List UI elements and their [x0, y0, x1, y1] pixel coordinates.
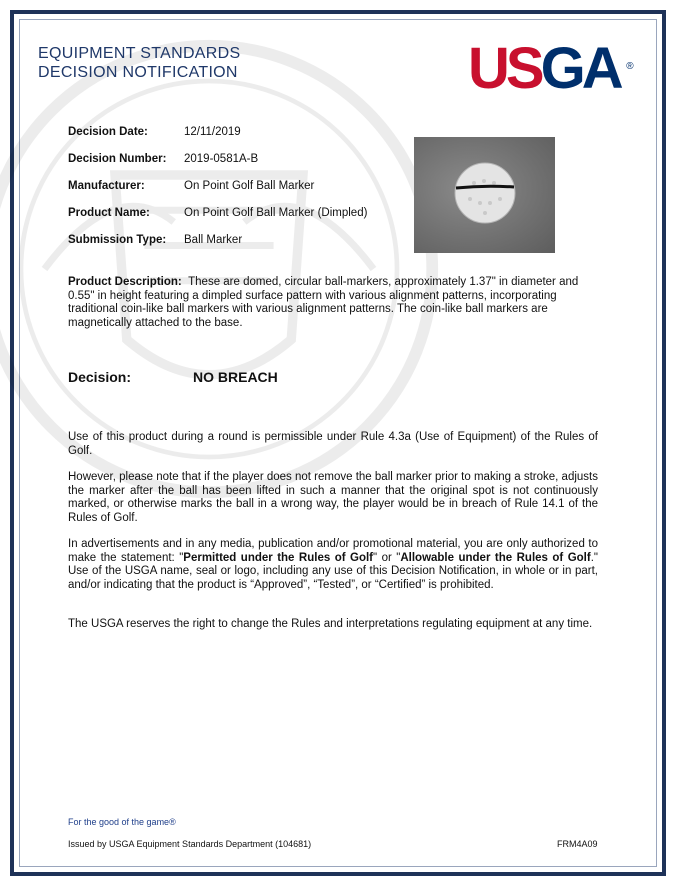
product-description — [68, 276, 598, 330]
detail-value: 2019-0581A-B — [184, 153, 259, 165]
product-description-text: These are domed, circular ball-markers, approximately 1.37" in diameter and 0.55" in height featuring a dimpled surface pattern with various alignment patterns, incorporating traditional coin-like ball markers with various alignment patterns. The coin-like ball markers are magnetically attached to the base. — [68, 276, 579, 329]
paragraph-reservation: The USGA reserves the right to change the Rules and interpretations regulating equipment at any time. — [68, 618, 593, 630]
detail-label: Decision Date: — [68, 126, 148, 138]
decision-line — [68, 369, 278, 385]
document-title — [38, 44, 240, 82]
title-line-2: DECISION NOTIFICATION — [38, 64, 238, 81]
title-line-1: EQUIPMENT STANDARDS — [38, 45, 241, 62]
document-frame — [10, 10, 666, 876]
product-description-label: Product Description: — [68, 276, 182, 288]
permitted-statement: Permitted under the Rules of Golf — [183, 551, 374, 564]
logo-blue-text: GA — [540, 36, 620, 101]
detail-value: On Point Golf Ball Marker (Dimpled) — [184, 207, 368, 219]
detail-label: Decision Number: — [68, 153, 167, 165]
tagline: For the good of the game® — [68, 817, 176, 827]
issued-by: Issued by USGA Equipment Standards Department (104681) — [68, 839, 312, 849]
paragraph-permissible: Use of this product during a round is permissible under Rule 4.3a (Use of Equipment) of the Rules of Golf. — [68, 431, 598, 457]
golf-ball-marker-icon — [414, 137, 555, 253]
paragraph-advertising — [68, 538, 598, 592]
form-code: FRM4A09 — [557, 839, 598, 849]
detail-value: Ball Marker — [184, 234, 243, 246]
usga-logo — [468, 36, 634, 101]
decision-label: Decision: — [68, 369, 132, 385]
advertising-text-a: In advertisements and in any media, publication and/or promotional material, you are only authorized to make the statement: " — [68, 538, 598, 564]
advertising-text-c: " or " — [373, 551, 401, 564]
registered-mark: ® — [626, 61, 634, 72]
detail-value: 12/11/2019 — [184, 126, 241, 138]
logo-red-text: US — [468, 36, 541, 101]
allowable-statement: Allowable under the Rules of Golf — [400, 551, 591, 564]
detail-label: Product Name: — [68, 207, 150, 219]
decision-value: NO BREACH — [193, 369, 278, 385]
product-photo — [414, 137, 555, 253]
paragraph-breach-note: However, please note that if the player does not remove the ball marker prior to making a stroke, adjusts the marker after the ball has been lifted in such a manner that the original spot is not continuously marked, or otherwise marks the ball in a wrong way, the player would be in breach of Rule 14.1 of the Rules of Golf. — [68, 471, 598, 524]
detail-label: Manufacturer: — [68, 180, 145, 192]
advertising-text-e: ." Use of the USGA name, seal or logo, including any use of this Decision Notification, in whole or in part, and/or indicating that the product is “Approved”, “Tested”, or “Certified” is prohibited. — [68, 551, 598, 591]
detail-label: Submission Type: — [68, 234, 167, 246]
detail-value: On Point Golf Ball Marker — [184, 180, 315, 192]
